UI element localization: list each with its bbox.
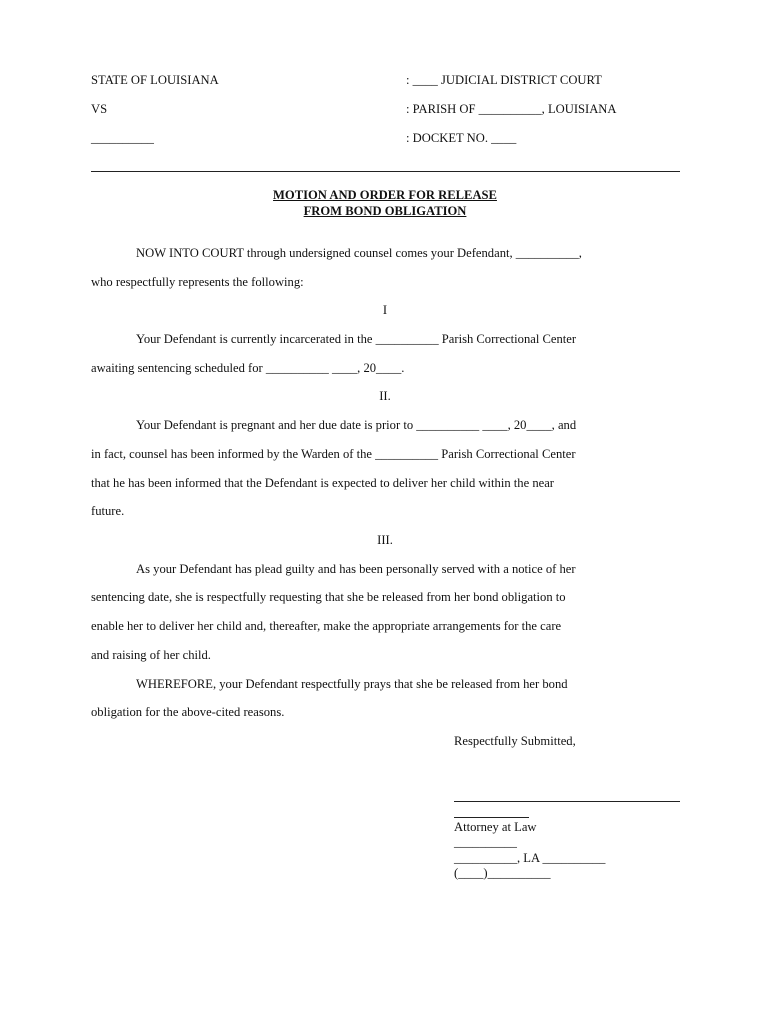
caption-parish: : PARISH OF __________, LOUISIANA [406,102,617,116]
attorney-phone: (____)__________ [454,866,551,880]
caption-docket: : DOCKET NO. ____ [406,131,517,145]
caption-defendant-blank: __________ [91,131,154,145]
wherefore-line-1: WHEREFORE, your Defendant respectfully prays that she be released from her bond [136,677,568,691]
intro-line-1: NOW INTO COURT through undersigned counsel comes your Defendant, __________, [136,246,582,260]
caption-vs: VS [91,102,108,116]
section-3-line-1: As your Defendant has plead guilty and has been personally served with a notice of her [136,562,576,576]
signature-line [454,801,680,802]
section-1-numeral: I [382,303,388,317]
caption-court: : ____ JUDICIAL DISTRICT COURT [406,73,602,87]
section-2-line-1: Your Defendant is pregnant and her due date is prior to __________ ____, 20____, and [136,418,577,432]
wherefore-line-2: obligation for the above-cited reasons. [91,705,285,719]
section-2-line-3: that he has been informed that the Defendant is expected to deliver her child within the near [91,476,554,490]
attorney-label: Attorney at Law [454,820,537,834]
closing-text: Respectfully Submitted, [454,734,576,748]
section-2-line-4: future. [91,504,125,518]
attorney-name-blank: __________ [454,835,517,849]
section-2-numeral: II. [379,389,391,403]
section-3-line-4: and raising of her child. [91,648,211,662]
document-title-line-1: MOTION AND ORDER FOR RELEASE [273,188,497,202]
section-2-line-2: in fact, counsel has been informed by the Warden of the __________ Parish Correctional Center [91,447,576,461]
attorney-city-state: __________, LA __________ [454,851,606,865]
caption-divider [91,171,680,172]
section-1-line-1: Your Defendant is currently incarcerated in the __________ Parish Correctional Center [136,332,577,346]
section-3-line-3: enable her to deliver her child and, thereafter, make the appropriate arrangements for the care [91,619,562,633]
section-1-line-2: awaiting sentencing scheduled for __________ ____, 20____. [91,361,405,375]
document-title-line-2: FROM BOND OBLIGATION [303,204,467,218]
section-3-line-2: sentencing date, she is respectfully requesting that she be released from her bond obligation to [91,590,566,604]
intro-line-2: who respectfully represents the following: [91,275,304,289]
signature-subline [454,817,529,818]
section-3-numeral: III. [377,533,393,547]
caption-state: STATE OF LOUISIANA [91,73,219,87]
